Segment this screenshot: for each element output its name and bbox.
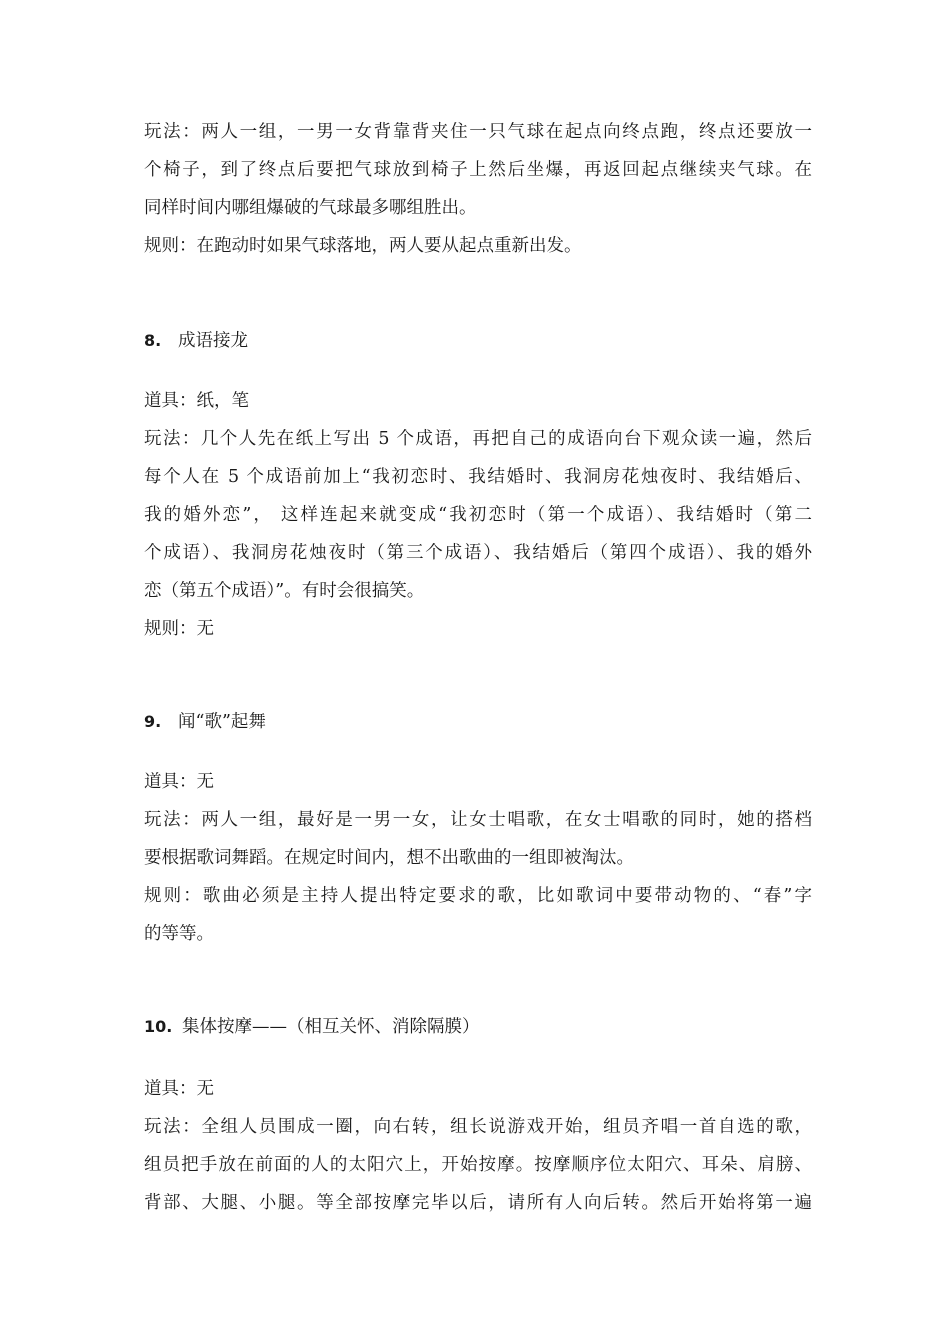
paragraph-line: 要根据歌词舞蹈。在规定时间内，想不出歌曲的一组即被淘汰。 <box>144 848 634 868</box>
section-number: 10. <box>144 1017 173 1036</box>
paragraph-line: 个成语）、我洞房花烛夜时（第三个成语）、我结婚后（第四个成语）、我的婚外 <box>144 543 812 563</box>
paragraph-line: 组员把手放在前面的人的太阳穴上，开始按摩。按摩顺序位太阳穴、耳朵、肩膀、 <box>144 1155 812 1175</box>
paragraph-line: 规则：歌曲必须是主持人提出特定要求的歌，比如歌词中要带动物的、“春”字 <box>144 886 812 906</box>
paragraph-line: 背部、大腿、小腿。等全部按摩完毕以后，请所有人向后转。然后开始将第一遍 <box>144 1193 812 1213</box>
paragraph-line: 道具：纸，笔 <box>144 391 249 411</box>
section-heading-9 <box>144 708 266 736</box>
paragraph-line: 规则：在跑动时如果气球落地，两人要从起点重新出发。 <box>144 236 582 256</box>
paragraph-line: 个椅子，到了终点后要把气球放到椅子上然后坐爆，再返回起点继续夹气球。在 <box>144 160 812 180</box>
section-heading-8 <box>144 327 248 355</box>
paragraph-line: 规则：无 <box>144 619 214 639</box>
paragraph-line: 恋（第五个成语）”。有时会很搞笑。 <box>144 581 425 601</box>
paragraph-line: 道具：无 <box>144 772 214 792</box>
section-title: 成语接龙 <box>178 331 248 351</box>
paragraph-line: 道具：无 <box>144 1079 214 1099</box>
paragraph-line: 玩法：全组人员围成一圈，向右转，组长说游戏开始，组员齐唱一首自选的歌， <box>144 1117 812 1137</box>
paragraph-line: 玩法：两人一组，一男一女背靠背夹住一只气球在起点向终点跑，终点还要放一 <box>144 122 812 142</box>
paragraph-line: 的等等。 <box>144 924 214 944</box>
paragraph-line: 每个人在 5 个成语前加上“我初恋时、我结婚时、我洞房花烛夜时、我结婚后、 <box>144 467 812 487</box>
game-7-description <box>144 113 812 265</box>
paragraph-line: 我的婚外恋”， 这样连起来就变成“我初恋时（第一个成语）、我结婚时（第二 <box>144 505 812 525</box>
section-title: 集体按摩——（相互关怀、消除隔膜） <box>182 1017 480 1037</box>
section-number: 9. <box>144 712 162 731</box>
paragraph-line: 玩法：两人一组，最好是一男一女，让女士唱歌，在女士唱歌的同时，她的搭档 <box>144 810 812 830</box>
paragraph-line: 同样时间内哪组爆破的气球最多哪组胜出。 <box>144 198 477 218</box>
section-10-body <box>144 1070 812 1222</box>
section-title: 闻“歌”起舞 <box>178 712 266 732</box>
section-8-body <box>144 382 812 648</box>
paragraph-line: 玩法：几个人先在纸上写出 5 个成语，再把自己的成语向台下观众读一遍，然后 <box>144 429 812 449</box>
section-heading-10 <box>144 1013 480 1041</box>
section-number: 8. <box>144 331 162 350</box>
section-9-body <box>144 763 812 953</box>
